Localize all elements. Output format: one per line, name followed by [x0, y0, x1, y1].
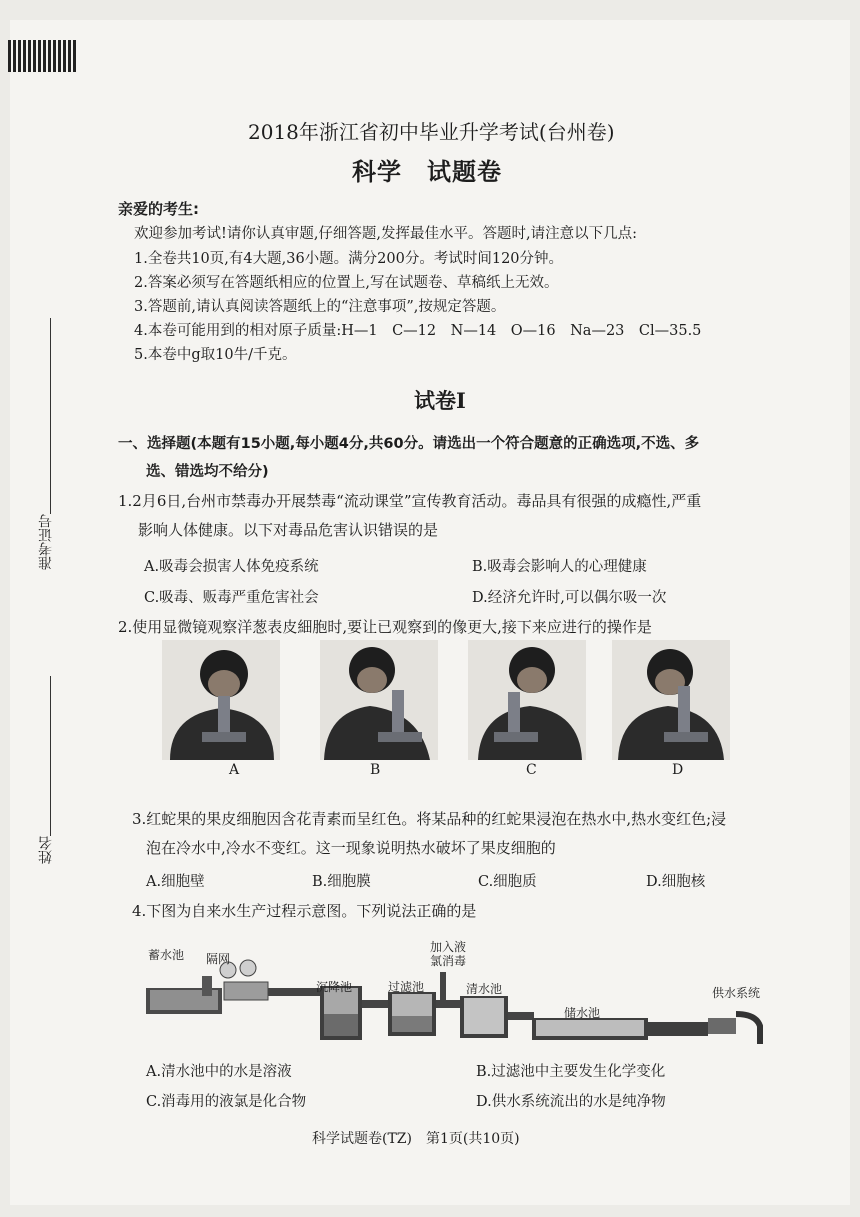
q1-option-b: B.吸毒会影响人的心理健康: [472, 559, 647, 575]
label-sedimentation: 沉降池: [316, 980, 353, 994]
q3-option-b: B.细胞膜: [312, 874, 371, 890]
q3-stem-cont: 泡在冷水中,冷水不变红。这一现象说明热水破坏了果皮细胞的: [146, 839, 556, 857]
notice-line: 2.答案必须写在答题纸相应的位置上,写在试题卷、草稿纸上无效。: [134, 275, 559, 291]
photo-label-d: D: [672, 762, 684, 778]
exam-id-label: 准考证号: [38, 514, 54, 570]
microscope-photo-d: [612, 640, 730, 760]
label-chlorine: 加入液氯消毒: [430, 940, 467, 968]
q4-option-d: D.供水系统流出的水是纯净物: [476, 1094, 666, 1110]
notice-line: 4.本卷可能用到的相对原子质量:H—1 C—12 N—14 O—16 Na—23 Cl—35.5: [134, 323, 702, 339]
q4-option-a: A.清水池中的水是溶液: [146, 1064, 292, 1080]
microscope-photo-a: [162, 640, 280, 760]
label-filter: 过滤池: [388, 980, 425, 994]
microscope-photo-b: [320, 640, 438, 760]
notice-line: 5.本卷中g取10牛/千克。: [134, 347, 297, 363]
corner-barcode: [8, 40, 78, 72]
name-label: 姓名: [38, 836, 54, 864]
microscope-photo-c: [468, 640, 586, 760]
section-heading: 一、选择题(本题有15小题,每小题4分,共60分。请选出一个符合题意的正确选项,不选、多: [118, 436, 700, 452]
label-screen: 隔网: [206, 952, 231, 966]
q3-option-a: A.细胞壁: [146, 874, 205, 890]
label-reservoir: 蓄水池: [148, 948, 185, 962]
name-line: [50, 676, 51, 836]
q4-option-b: B.过滤池中主要发生化学变化: [476, 1064, 666, 1080]
q1-option-c: C.吸毒、贩毒严重危害社会: [144, 590, 319, 606]
exam-title: 2018年浙江省初中毕业升学考试(台州卷): [248, 120, 615, 144]
q1-stem-cont: 影响人体健康。以下对毒品危害认识错误的是: [138, 521, 439, 539]
notice-greeting: 亲爱的考生:: [118, 200, 199, 218]
q1-option-a: A.吸毒会损害人体免疫系统: [144, 559, 319, 575]
notice-line: 1.全卷共10页,有4大题,36小题。满分200分。考试时间120分钟。: [134, 251, 564, 267]
exam-subtitle: 科学 试题卷: [352, 157, 502, 186]
photo-label-a: A: [229, 762, 240, 778]
label-clear: 清水池: [466, 982, 503, 996]
section-title: 试卷Ⅰ: [414, 388, 466, 413]
label-supply: 供水系统: [712, 986, 761, 1000]
page-footer: 科学试题卷(TZ) 第1页(共10页): [312, 1131, 520, 1147]
section-heading-cont: 选、错选均不给分): [146, 464, 269, 480]
q3-stem: 3.红蛇果的果皮细胞因含花青素而呈红色。将某品种的红蛇果浸泡在热水中,热水变红色;浸: [132, 810, 727, 828]
notice-line: 3.答题前,请认真阅读答题纸上的“注意事项”,按规定答题。: [134, 299, 506, 315]
photo-label-b: B: [370, 762, 381, 778]
q3-option-d: D.细胞核: [646, 874, 706, 890]
q3-option-c: C.细胞质: [478, 874, 537, 890]
q4-stem: 4.下图为自来水生产过程示意图。下列说法正确的是: [132, 902, 477, 920]
q1-stem: 1.2月6日,台州市禁毒办开展禁毒“流动课堂”宣传教育活动。毒品具有很强的成瘾性,严重: [118, 492, 702, 510]
q4-option-c: C.消毒用的液氯是化合物: [146, 1094, 307, 1110]
photo-label-c: C: [526, 762, 537, 778]
exam-id-line: [50, 318, 51, 514]
label-storage: 储水池: [564, 1006, 601, 1020]
q1-option-d: D.经济允许时,可以偶尔吸一次: [472, 590, 667, 606]
q2-stem: 2.使用显微镜观察洋葱表皮細胞时,要让已观察到的像更大,接下来应进行的操作是: [118, 618, 652, 636]
notice-line: 欢迎参加考试!请你认真审题,仔细答题,发挥最佳水平。答题时,请注意以下几点:: [134, 226, 638, 242]
